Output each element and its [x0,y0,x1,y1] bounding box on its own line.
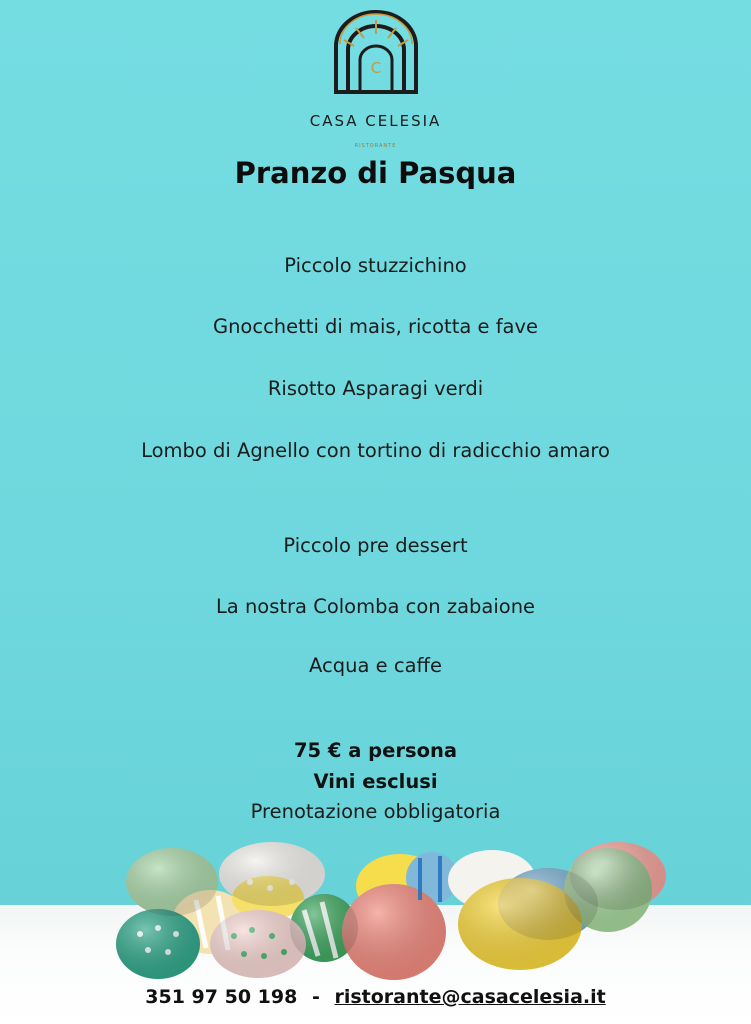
price-per-person: 75 € a persona [293,739,458,762]
menu-title: Pranzo di Pasqua [234,156,517,190]
casa-celesia-logo-icon [332,8,420,94]
wines-excluded-note: Vini esclusi [313,770,438,793]
menu-item: Gnocchetti di mais, ricotta e fave [212,315,539,338]
logo-letter: C [370,59,382,77]
menu-item: Piccolo pre dessert [283,534,468,557]
booking-required-note: Prenotazione obbligatoria [250,800,501,823]
contact-separator: - [311,986,320,1008]
easter-eggs-illustration [0,830,751,990]
menu-item: Acqua e caffe [309,654,442,677]
brand-name: CASA CELESIA [309,112,442,130]
menu-item: Lombo di Agnello con tortino di radicchio amaro [141,439,610,462]
email-link[interactable]: ristorante@casacelesia.it [334,986,606,1008]
menu-item: Risotto Asparagi verdi [267,377,484,400]
contact-line [0,986,751,1008]
phone-number[interactable]: 351 97 50 198 [145,986,298,1008]
menu-item: Piccolo stuzzichino [284,254,467,277]
menu-item: La nostra Colomba con zabaione [215,595,536,618]
brand-subtitle: RISTORANTE [354,143,397,149]
